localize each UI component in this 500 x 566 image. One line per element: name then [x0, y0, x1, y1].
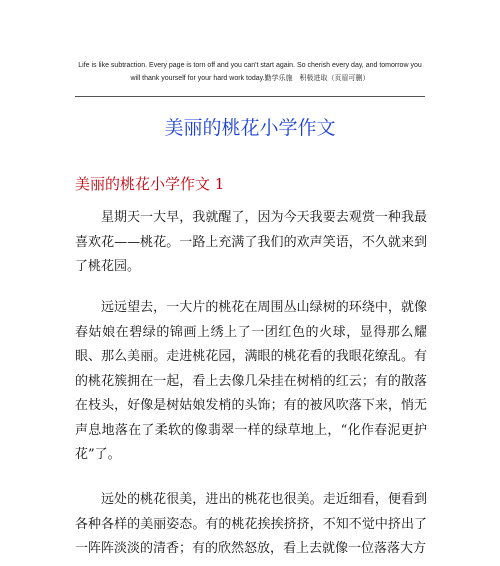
- paragraph-1: 星期天一大早，我就醒了，因为今天我要去观赏一种我最喜欢花——桃花。一路上充满了我们的欢声笑语，不久就来到了桃花园。: [75, 210, 427, 274]
- header-divider: [75, 96, 425, 97]
- paragraph-2: 远远望去，一大片的桃花在周围丛山绿树的环绕中，就像春姑娘在碧绿的锦画上绣上了一团红色的火球，显得那么耀眼、那么美丽。走进桃花园，满眼的桃花看的我眼花缭乱。有的桃花簇拥在一起，看上去像几朵挂在树梢的红云；有的散落在枝头，好像是树姑娘发梢的头饰；有的被风吹落下来，悄无声息地落在了柔软的像翡翠一样的绿草地上，“化作春泥更护花”了。: [75, 300, 427, 462]
- paragraph-3: 远处的桃花很美，进出的桃花也很美。走近细看，便看到各种各样的美丽姿态。有的桃花挨挨挤挤，不知不觉中挤出了一阵阵淡淡的清香；有的欣然怒放，看上去就像一位落落大方: [75, 492, 427, 556]
- page-header: [70, 59, 430, 85]
- header-motto-line-1: Life is like subtraction. Every page is torn off and you can't start again. So cherish every day, and tomorrow you: [78, 62, 422, 69]
- document-title: 美丽的桃花小学作文: [164, 117, 336, 139]
- header-motto-line-2: will thank yourself for your hard work today.勤学乐施 积极进取（页眉可删）: [130, 75, 370, 82]
- section-heading: 美丽的桃花小学作文 1: [75, 175, 225, 193]
